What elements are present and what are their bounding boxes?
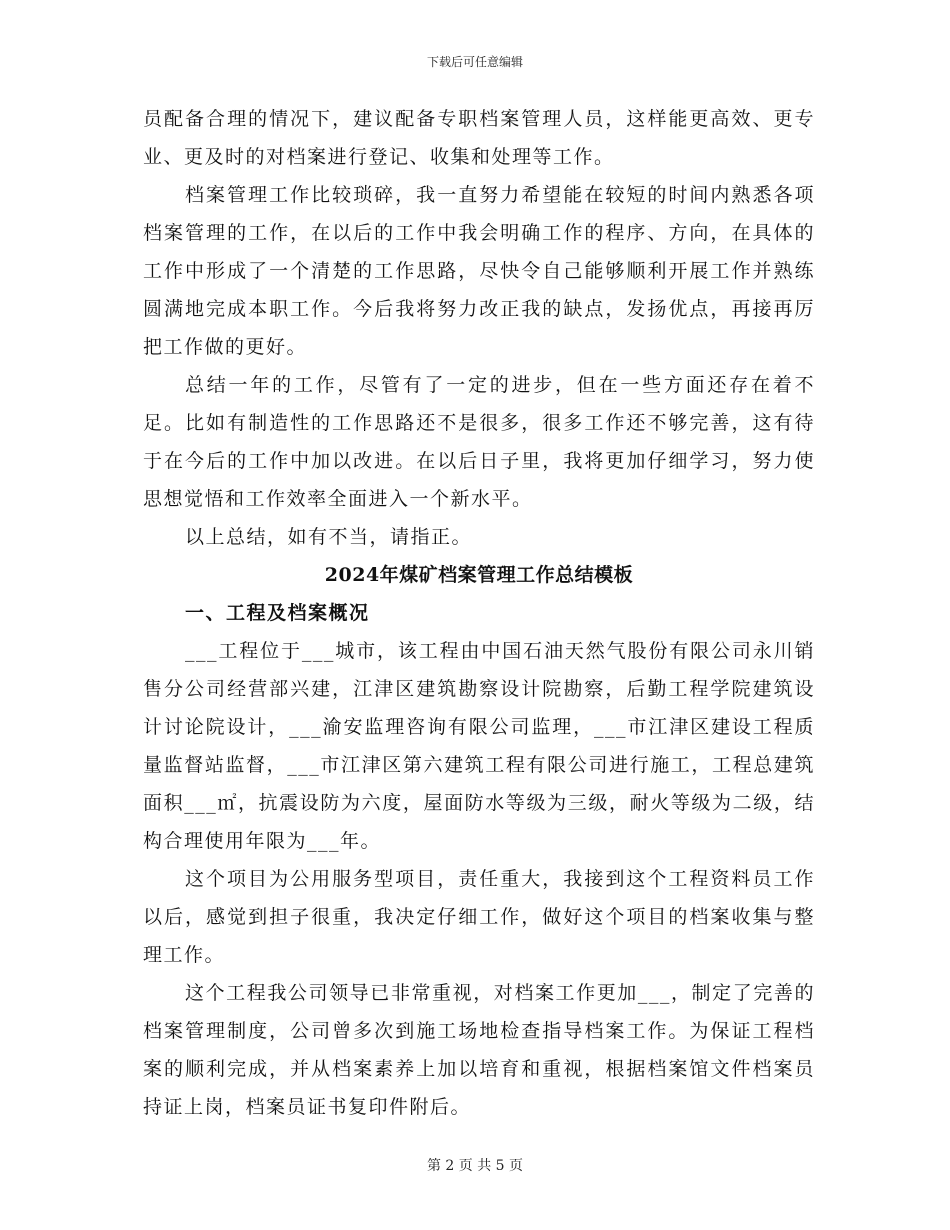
document-title: 2024年煤矿档案管理工作总结模板 [324,564,634,586]
document-body [143,100,815,1126]
paragraph-closing: 以上总结，如有不当，请指正。 [185,526,473,548]
page-header: 下载后可任意编辑 [426,55,523,69]
paragraph-year-summary: 总结一年的工作，尽管有了一定的进步，但在一些方面还存在着不足。比如有制造性的工作思路还不是很多，很多工作还不够完善，这有待于在今后的工作中加以改进。在以后日子里，我将更加仔细学习，努力使思想觉悟和工作效率全面进入一个新水平。 [143,374,815,510]
paragraph-management-system: 这个工程我公司领导已非常重视，对档案工作更加___，制定了完善的档案管理制度，公司曾多次到施工场地检查指导档案工作。为保证工程档案的顺利完成，并从档案素养上加以培育和重视，根据档案馆文件档案员持证上岗，档案员证书复印件附后。 [143,982,815,1118]
page-footer: 第 2 页 共 5 页 [426,1158,524,1174]
paragraph-archive-work: 档案管理工作比较琐碎，我一直努力希望能在较短的时间内熟悉各项档案管理的工作，在以后的工作中我会明确工作的程序、方向，在具体的工作中形成了一个清楚的工作思路，尽快令自己能够顺利开展工作并熟练圆满地完成本职工作。今后我将努力改正我的缺点，发扬优点，再接再厉把工作做的更好。 [143,184,815,358]
paragraph-project-overview: ___工程位于___城市，该工程由中国石油天然气股份有限公司永川销售分公司经营部兴建，江津区建筑勘察设计院勘察，后勤工程学院建筑设计讨论院设计，___渝安监理咨询有限公司监理，___市江津区建设工程质量监督站监督，___市江津区第六建筑工程有限公司进行施工，工程总建筑面积___㎡，抗震设防为六度，屋面防水等级为三级，耐火等级为二级，结构合理使用年限为___年。 [143,640,815,852]
paragraph-project-type: 这个项目为公用服务型项目，责任重大，我接到这个工程资料员工作以后，感觉到担子很重，我决定仔细工作，做好这个项目的档案收集与整理工作。 [143,868,815,966]
paragraph-continuation: 员配备合理的情况下，建议配备专职档案管理人员，这样能更高效、更专业、更及时的对档案进行登记、收集和处理等工作。 [143,108,815,168]
section-heading: 一、工程及档案概况 [185,602,370,624]
